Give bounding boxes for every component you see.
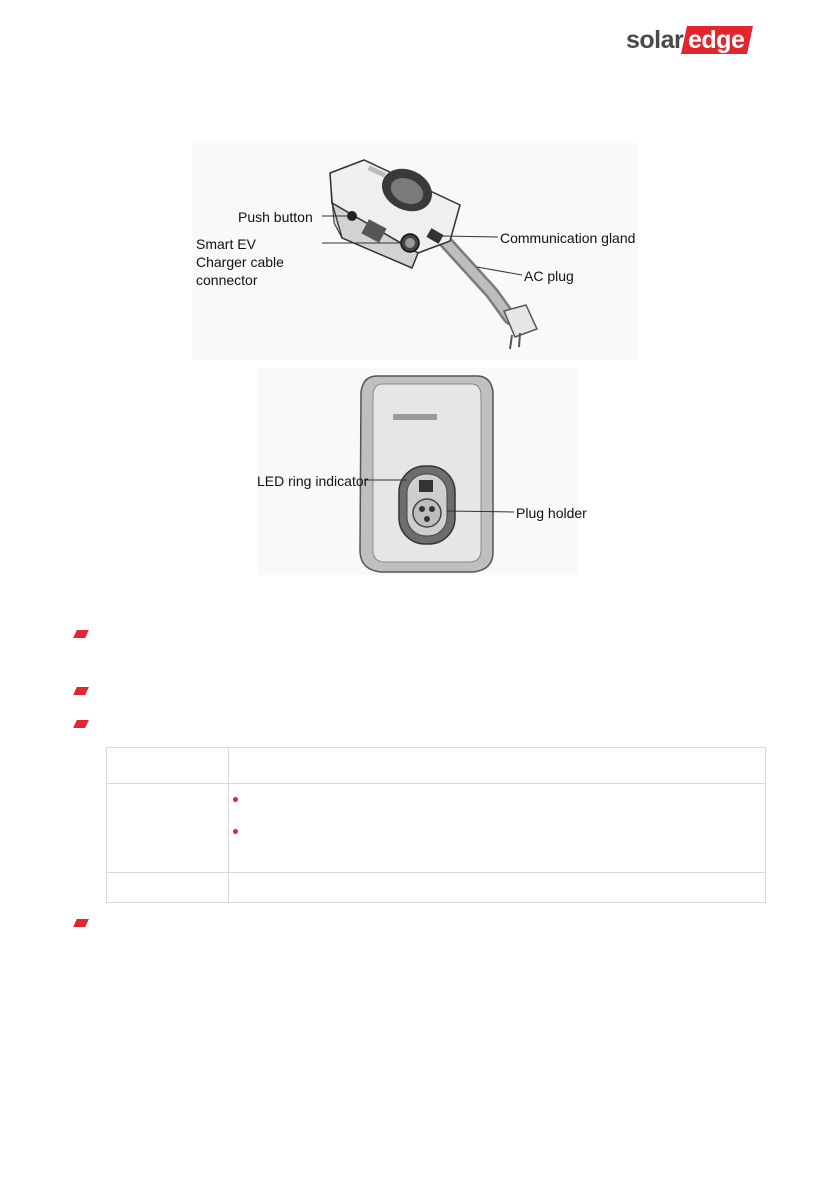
list-bullet-dot — [233, 797, 238, 802]
table-cell — [107, 748, 229, 784]
table-cell — [107, 873, 229, 903]
figure-charger-side-view — [192, 143, 638, 360]
callout-led-ring-indicator: LED ring indicator — [257, 473, 369, 489]
callout-plug-holder: Plug holder — [516, 505, 587, 521]
table-cell — [229, 873, 766, 903]
callout-communication-gland: Communication gland — [500, 230, 636, 246]
charger-front-illustration — [257, 368, 577, 575]
callout-cable-connector-line3: connector — [196, 272, 258, 288]
ac-plug-shape — [504, 305, 537, 349]
bullet-marker — [73, 630, 89, 638]
table-cell — [229, 748, 766, 784]
list-bullet-dot — [233, 829, 238, 834]
solaredge-logo — [626, 26, 751, 54]
callout-cable-connector-line2: Charger cable — [196, 254, 284, 270]
table-cell — [107, 784, 229, 873]
bullet-marker — [73, 687, 89, 695]
callout-ac-plug: AC plug — [524, 268, 574, 284]
logo-text-edge: edge — [681, 26, 753, 54]
figure-charger-front-view — [257, 368, 587, 575]
table-row — [107, 748, 766, 784]
callout-push-button: Push button — [238, 209, 313, 225]
logo-text-solar: solar — [626, 26, 684, 54]
bullet-marker — [73, 919, 89, 927]
table-cell — [229, 784, 766, 873]
bullet-marker — [73, 720, 89, 728]
specification-table — [106, 747, 766, 903]
table-row — [107, 873, 766, 903]
callout-cable-connector-line1: Smart EV — [196, 236, 256, 252]
charger-side-illustration — [192, 143, 638, 360]
table-row — [107, 784, 766, 873]
